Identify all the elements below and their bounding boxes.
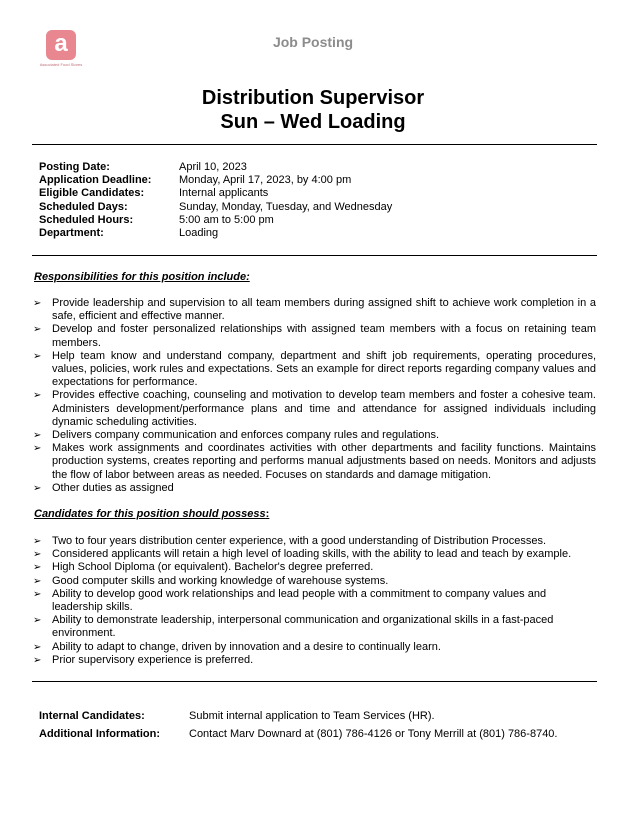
- job-title-line-1: Distribution Supervisor: [201, 87, 425, 109]
- candidates-list: [33, 535, 596, 667]
- detail-value: Internal applicants: [179, 187, 269, 200]
- list-item: ➢ Help team know and understand company, department and shift job requirements, operating procedures, values, policies, work rules and expectations. Sets an example for direct reports regarding company values and expectations for performance.: [33, 349, 596, 389]
- detail-row-posting-date: [39, 161, 392, 174]
- bullet-arrow-icon: ➢: [33, 615, 42, 627]
- list-item: ➢ Develop and foster personalized relationships with assigned team members with a focus on retaining team members.: [33, 323, 596, 349]
- contact-footer: [39, 709, 557, 745]
- bullet-arrow-icon: ➢: [33, 390, 42, 402]
- divider-top: [32, 144, 597, 145]
- logo-mark: a: [46, 30, 76, 60]
- list-item: ➢ High School Diploma (or equivalent). Bachelor's degree preferred.: [33, 561, 374, 574]
- posting-details: [39, 161, 392, 240]
- footer-row-additional-information: [39, 727, 557, 745]
- detail-row-application-deadline: [39, 174, 392, 187]
- bullet-arrow-icon: ➢: [33, 443, 42, 455]
- document-header-title: Job Posting: [272, 34, 354, 50]
- list-item: ➢ Good computer skills and working knowledge of warehouse systems.: [33, 574, 389, 587]
- footer-row-internal-candidates: [39, 709, 557, 727]
- bullet-arrow-icon: ➢: [33, 562, 42, 574]
- bullet-arrow-icon: ➢: [33, 549, 42, 561]
- list-item: ➢ Provide leadership and supervision to all team members during assigned shift to achieve work completion in a safe, efficient and effective manner.: [33, 297, 596, 323]
- footer-value: Contact Marv Downard at (801) 786-4126 or Tony Merrill at (801) 786-8740.: [189, 728, 558, 740]
- detail-row-scheduled-days: [39, 201, 392, 214]
- detail-label: Scheduled Hours:: [39, 213, 134, 226]
- detail-label: Scheduled Days:: [39, 200, 128, 213]
- bullet-arrow-icon: ➢: [33, 350, 42, 362]
- detail-value: April 10, 2023: [179, 161, 247, 173]
- bullet-arrow-icon: ➢: [33, 588, 42, 600]
- candidates-heading: [34, 508, 269, 520]
- footer-label: Internal Candidates:: [39, 710, 145, 722]
- bullet-arrow-icon: ➢: [33, 298, 42, 309]
- bullet-arrow-icon: ➢: [33, 641, 42, 653]
- logo-caption: Associated Food Stores: [39, 62, 83, 67]
- list-item: ➢ Ability to adapt to change, driven by innovation and a desire to continually learn.: [33, 640, 441, 653]
- bullet-arrow-icon: ➢: [33, 482, 42, 494]
- footer-label: Additional Information:: [39, 728, 160, 740]
- detail-row-department: [39, 227, 392, 240]
- detail-value: Loading: [179, 226, 219, 239]
- list-item: ➢ Ability to demonstrate leadership, interpersonal communication and organizational skills in a fast-paced environment.: [33, 614, 554, 640]
- list-item: ➢ Considered applicants will retain a high level of loading skills, with the ability to lead and teach by example.: [33, 548, 572, 561]
- bullet-arrow-icon: ➢: [33, 324, 42, 336]
- job-title: [0, 86, 626, 134]
- list-item: ➢ Makes work assignments and coordinates activities with other departments and facility functions. Maintains production systems, creates reporting and performs manual adjustments based on needs. Monitors and adjusts the flow of labor between areas as needed. Focuses on standards and damage mitigation.: [33, 442, 596, 481]
- detail-value: Sunday, Monday, Tuesday, and Wednesday: [179, 200, 393, 213]
- detail-label: Eligible Candidates:: [39, 187, 145, 200]
- detail-row-eligible-candidates: [39, 187, 392, 200]
- responsibilities-list: [33, 297, 596, 495]
- bullet-arrow-icon: ➢: [33, 654, 42, 666]
- responsibilities-heading: Responsibilities for this position include:: [34, 271, 250, 283]
- detail-label: Application Deadline:: [39, 174, 152, 187]
- detail-row-scheduled-hours: [39, 214, 392, 227]
- divider-bottom: [32, 681, 597, 682]
- detail-value: 5:00 am to 5:00 pm: [179, 213, 274, 226]
- list-item: ➢ Delivers company communication and enforces company rules and regulations.: [33, 429, 440, 442]
- divider-details: [32, 255, 597, 256]
- bullet-arrow-icon: ➢: [33, 430, 42, 442]
- list-item: ➢ Provides effective coaching, counseling and motivation to develop team members and foster a cohesive team. Administers development/performance plans and time and attendance for assigned individuals including dynamic scheduling activities.: [33, 389, 596, 428]
- footer-value: Submit internal application to Team Services (HR).: [189, 710, 435, 722]
- bullet-arrow-icon: ➢: [33, 536, 42, 547]
- list-item: ➢ Other duties as assigned: [33, 481, 174, 494]
- list-item: ➢ Prior supervisory experience is preferred.: [33, 653, 254, 666]
- bullet-arrow-icon: ➢: [33, 575, 42, 587]
- detail-value: Monday, April 17, 2023, by 4:00 pm: [179, 174, 352, 187]
- job-title-line-2: Sun – Wed Loading: [220, 111, 406, 133]
- candidates-heading-text: Candidates for this position should possess: [34, 508, 266, 520]
- detail-label: Posting Date:: [39, 161, 110, 173]
- candidates-heading-colon: :: [265, 508, 270, 520]
- list-item: ➢ Two to four years distribution center experience, with a good understanding of Distribution Processes.: [33, 535, 547, 547]
- list-item: ➢ Ability to develop good work relationships and lead people with a commitment to company values and leadership skills.: [33, 587, 547, 614]
- detail-label: Department:: [39, 226, 104, 239]
